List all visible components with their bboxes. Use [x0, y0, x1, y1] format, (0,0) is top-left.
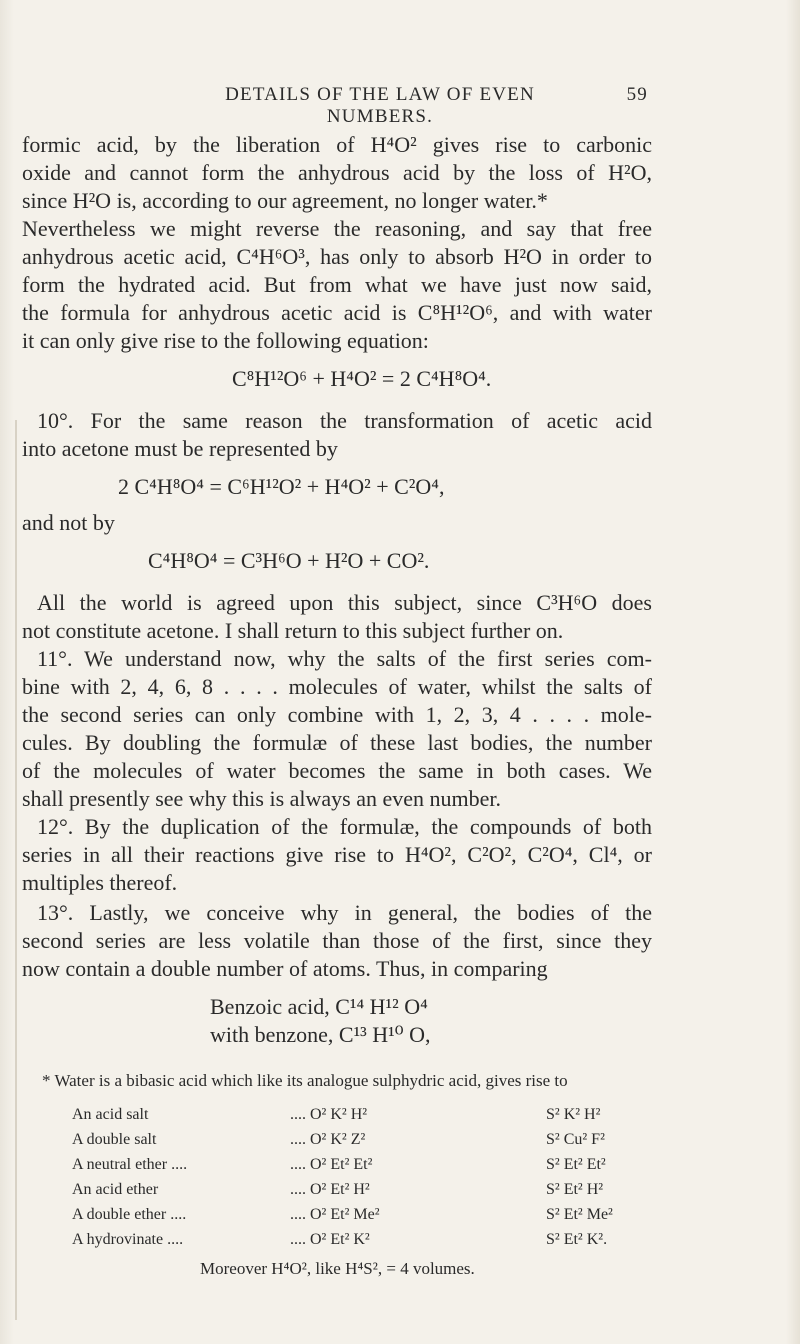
page-number: 59 — [626, 84, 648, 105]
text-line: not constitute acetone. I shall return to this subject further on. — [22, 618, 564, 643]
row-sulphur: S² Cu² F² — [546, 1131, 605, 1148]
running-header — [0, 84, 800, 127]
text-line: 11°. We understand now, why the salts of the first series com- — [37, 646, 652, 671]
text-line: oxide and cannot form the anhydrous acid by the loss of H²O, — [22, 160, 652, 185]
equation-3: C⁴H⁸O⁴ = C³H⁶O + H²O + CO². — [148, 548, 430, 573]
text-line: multiples thereof. — [22, 870, 178, 895]
row-sulphur: S² Et² H² — [546, 1181, 604, 1198]
row-oxygen: .... O² Et² K² — [290, 1231, 370, 1248]
text-line: form the hydrated acid. But from what we have just now said, — [22, 272, 652, 297]
text-line: series in all their reactions give rise to H⁴O², C²O², C²O⁴, Cl⁴, or — [22, 842, 652, 867]
footnote-closing: Moreover H⁴O², like H⁴S², = 4 volumes. — [200, 1259, 475, 1278]
text-line: it can only give rise to the following equation: — [22, 328, 429, 353]
page-gutter-shadow — [0, 0, 14, 1344]
text-line: and not by — [22, 510, 115, 535]
text-line: of the molecules of water becomes the same in both cases. We — [22, 758, 652, 783]
row-oxygen: .... O² K² Z² — [290, 1131, 366, 1148]
row-name: A neutral ether .... — [72, 1156, 188, 1173]
text-line: now contain a double number of atoms. Thus, in comparing — [22, 956, 548, 981]
comparison-line: Benzoic acid, C¹⁴ H¹² O⁴ — [210, 994, 428, 1019]
gutter-binding-line — [15, 420, 17, 1320]
row-name: A double ether .... — [72, 1206, 187, 1223]
text-line: anhydrous acetic acid, C⁴H⁶O³, has only to absorb H²O in order to — [22, 244, 652, 269]
row-name: An acid salt — [72, 1106, 149, 1123]
text-line: All the world is agreed upon this subject, since C³H⁶O does — [37, 590, 652, 615]
row-sulphur: S² Et² K². — [546, 1231, 608, 1248]
equation-1: C⁸H¹²O⁶ + H⁴O² = 2 C⁴H⁸O⁴. — [232, 366, 492, 391]
text-line: formic acid, by the liberation of H⁴O² gives rise to carbonic — [22, 132, 652, 157]
page-edge-shadow — [786, 0, 800, 1344]
header-title: DETAILS OF THE LAW OF EVEN NUMBERS. — [225, 84, 535, 127]
text-line: the second series can only combine with 1, 2, 3, 4 . . . . mole- — [22, 702, 652, 727]
comparison-line: with benzone, C¹³ H¹⁰ O, — [210, 1022, 431, 1047]
row-oxygen: .... O² K² H² — [290, 1106, 368, 1123]
text-line: the formula for anhydrous acetic acid is C⁸H¹²O⁶, and with water — [22, 300, 652, 325]
text-line: into acetone must be represented by — [22, 436, 338, 461]
row-name: A hydrovinate .... — [72, 1231, 184, 1248]
text-line: bine with 2, 4, 6, 8 . . . . molecules of water, whilst the salts of — [22, 674, 652, 699]
row-oxygen: .... O² Et² Me² — [290, 1206, 380, 1223]
text-line: second series are less volatile than those of the first, since they — [22, 928, 652, 953]
text-line: cules. By doubling the formulæ of these last bodies, the number — [22, 730, 652, 755]
text-line: 10°. For the same reason the transformation of acetic acid — [37, 408, 652, 433]
text-line: since H²O is, according to our agreement, no longer water.* — [22, 188, 548, 213]
row-oxygen: .... O² Et² Et² — [290, 1156, 373, 1173]
footnote-intro: * Water is a bibasic acid which like its analogue sulphydric acid, gives rise to — [42, 1071, 568, 1090]
text-line: Nevertheless we might reverse the reasoning, and say that free — [22, 216, 652, 241]
row-sulphur: S² K² H² — [546, 1106, 601, 1123]
equation-2: 2 C⁴H⁸O⁴ = C⁶H¹²O² + H⁴O² + C²O⁴, — [118, 474, 445, 499]
row-name: A double salt — [72, 1131, 157, 1148]
row-name: An acid ether — [72, 1181, 159, 1198]
row-sulphur: S² Et² Me² — [546, 1206, 613, 1223]
text-line: 12°. By the duplication of the formulæ, the compounds of both — [37, 814, 652, 839]
text-line: shall presently see why this is always an even number. — [22, 786, 502, 811]
text-line: 13°. Lastly, we conceive why in general, the bodies of the — [37, 900, 652, 925]
row-oxygen: .... O² Et² H² — [290, 1181, 370, 1198]
row-sulphur: S² Et² Et² — [546, 1156, 606, 1173]
